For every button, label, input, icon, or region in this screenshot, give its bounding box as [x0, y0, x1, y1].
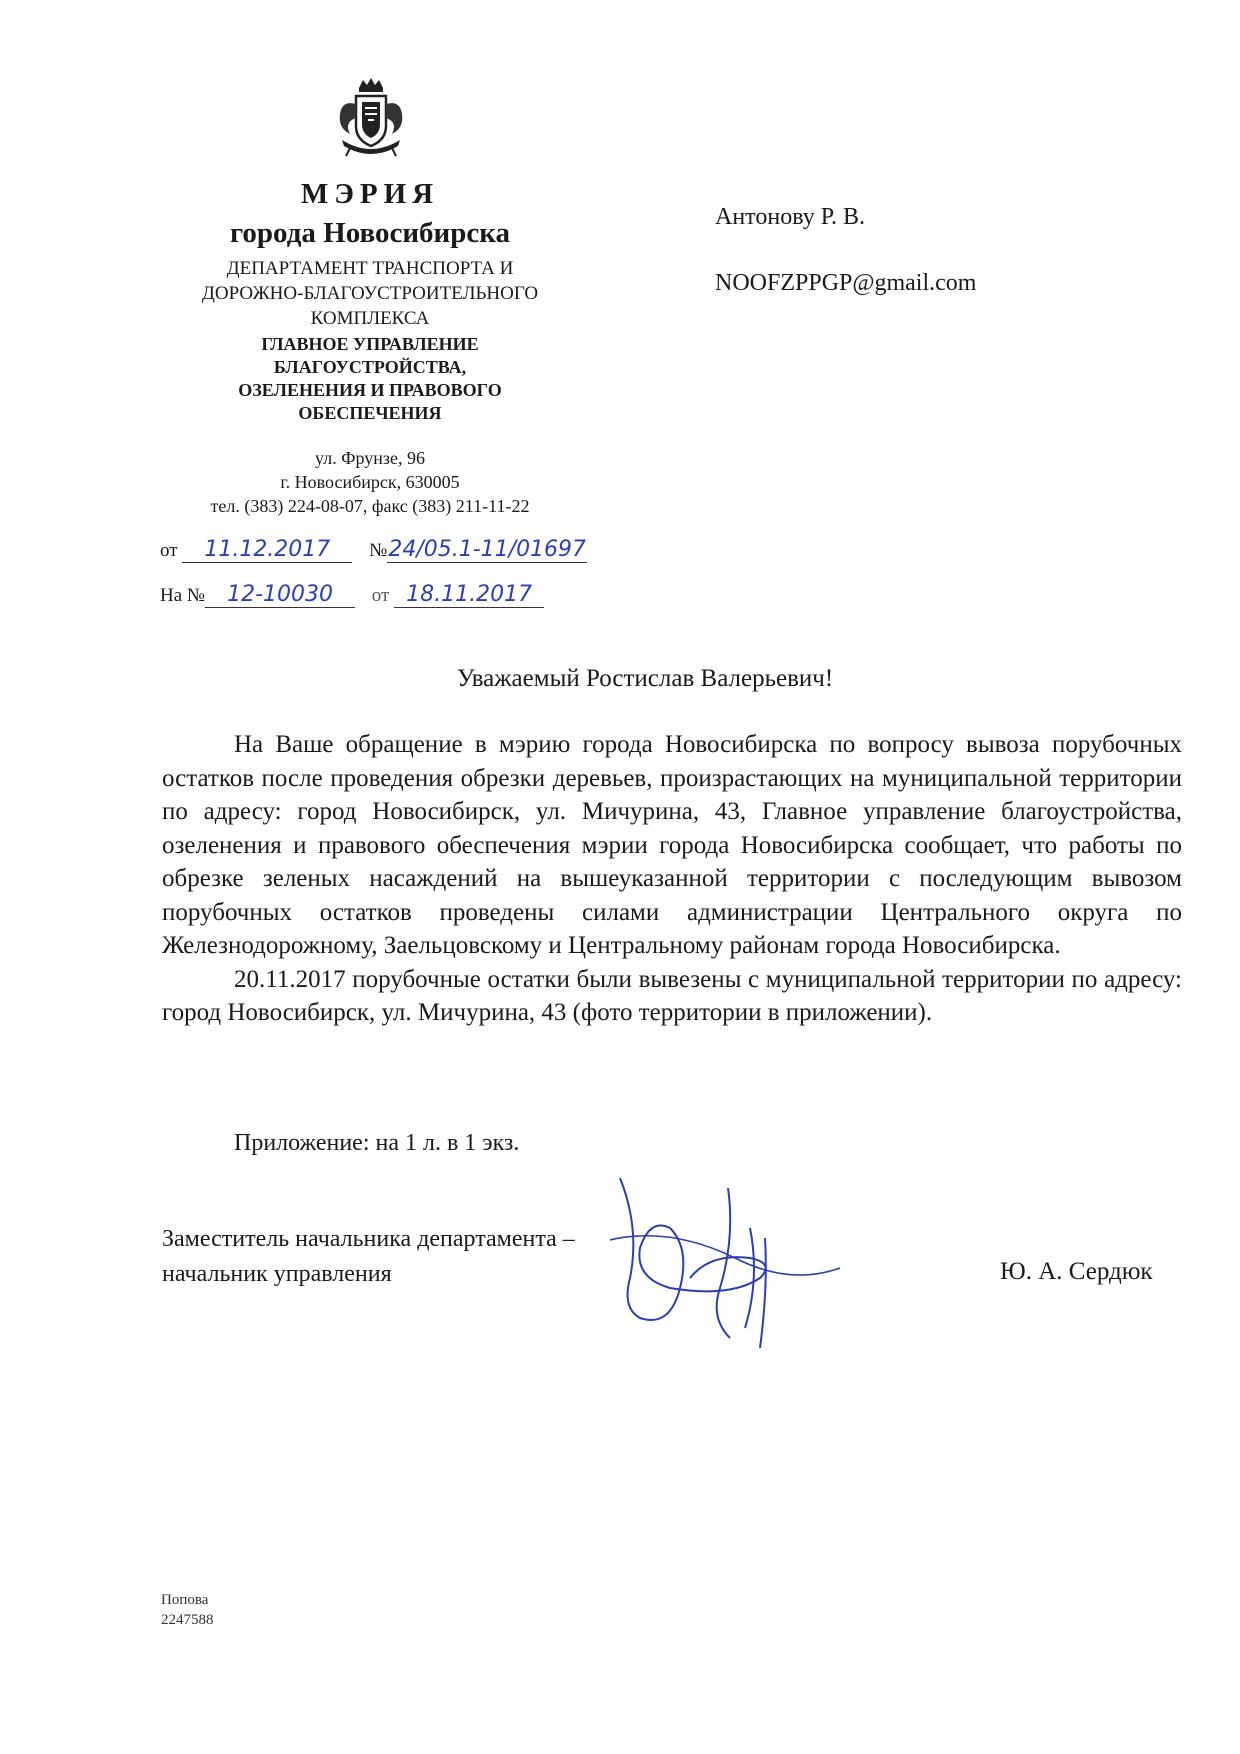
- reference-number: 12-10030: [205, 582, 355, 608]
- sender-address: ул. Фрунзе, 96 г. Новосибирск, 630005 тел. (383) 224-08-07, факс (383) 211-11-22: [210, 448, 530, 516]
- outgoing-date: 11.12.2017: [182, 537, 352, 563]
- reference-date: 18.11.2017: [394, 582, 544, 608]
- department-name: ДЕПАРТАМЕНТ ТРАНСПОРТА И ДОРОЖНО-БЛАГОУСТРОИТЕЛЬНОГО КОМПЛЕКСА: [201, 258, 539, 329]
- executor-info: [161, 1590, 214, 1630]
- greeting: Уважаемый Ростислав Валерьевич!: [456, 665, 834, 692]
- executor-name: Попова: [161, 1592, 209, 1608]
- body-paragraph: На Ваше обращение в мэрию города Новосибирска по вопросу вывоза порубочных остатков после проведения обрезки деревьев, произрастающих на муниципальной территории по адресу: город Новосибирск, ул. Мичурина, 43, Главное управление благоустройства, озеленения и правового обеспечения мэрии города Новосибирска сообщает, что работы по обрезке зеленых насаждений на вышеуказанной территории с последующим вывозом порубочных остатков проведены силами администрации Центрального округа по Железнодорожному, Заельцовскому и Центральному районам города Новосибирска.: [162, 731, 1182, 959]
- management-name: ГЛАВНОЕ УПРАВЛЕНИЕ БЛАГОУСТРОЙСТВА, ОЗЕЛЕНЕНИЯ И ПРАВОВОГО ОБЕСПЕЧЕНИЯ: [238, 334, 502, 423]
- city-coat-of-arms-icon: [332, 74, 410, 160]
- registration-line: от 11.12.2017 №24/05.1-11/01697: [160, 537, 587, 562]
- outgoing-number: 24/05.1-11/01697: [388, 537, 587, 562]
- recipient-name: Антонову Р. В.: [715, 204, 866, 230]
- recipient-email: NOOFZPPGP@gmail.com: [715, 270, 977, 296]
- letter-body: [162, 728, 1182, 1030]
- reference-line: На № 12-10030 от 18.11.2017: [160, 582, 544, 608]
- executor-phone: 2247588: [161, 1612, 214, 1628]
- mayor-office-title: МЭРИЯ: [300, 178, 440, 210]
- city-title: города Новосибирска: [229, 217, 511, 249]
- signer-name: Ю. А. Сердюк: [1000, 1258, 1153, 1285]
- body-paragraph: 20.11.2017 порубочные остатки были вывезены с муниципальной территории по адресу: город Новосибирск, ул. Мичурина, 43 (фото территории в приложении).: [162, 965, 1182, 1026]
- signer-position: Заместитель начальника департамента – начальник управления: [162, 1226, 575, 1287]
- handwritten-signature-icon: [610, 1168, 850, 1368]
- attachment-note: Приложение: на 1 л. в 1 экз.: [234, 1130, 520, 1156]
